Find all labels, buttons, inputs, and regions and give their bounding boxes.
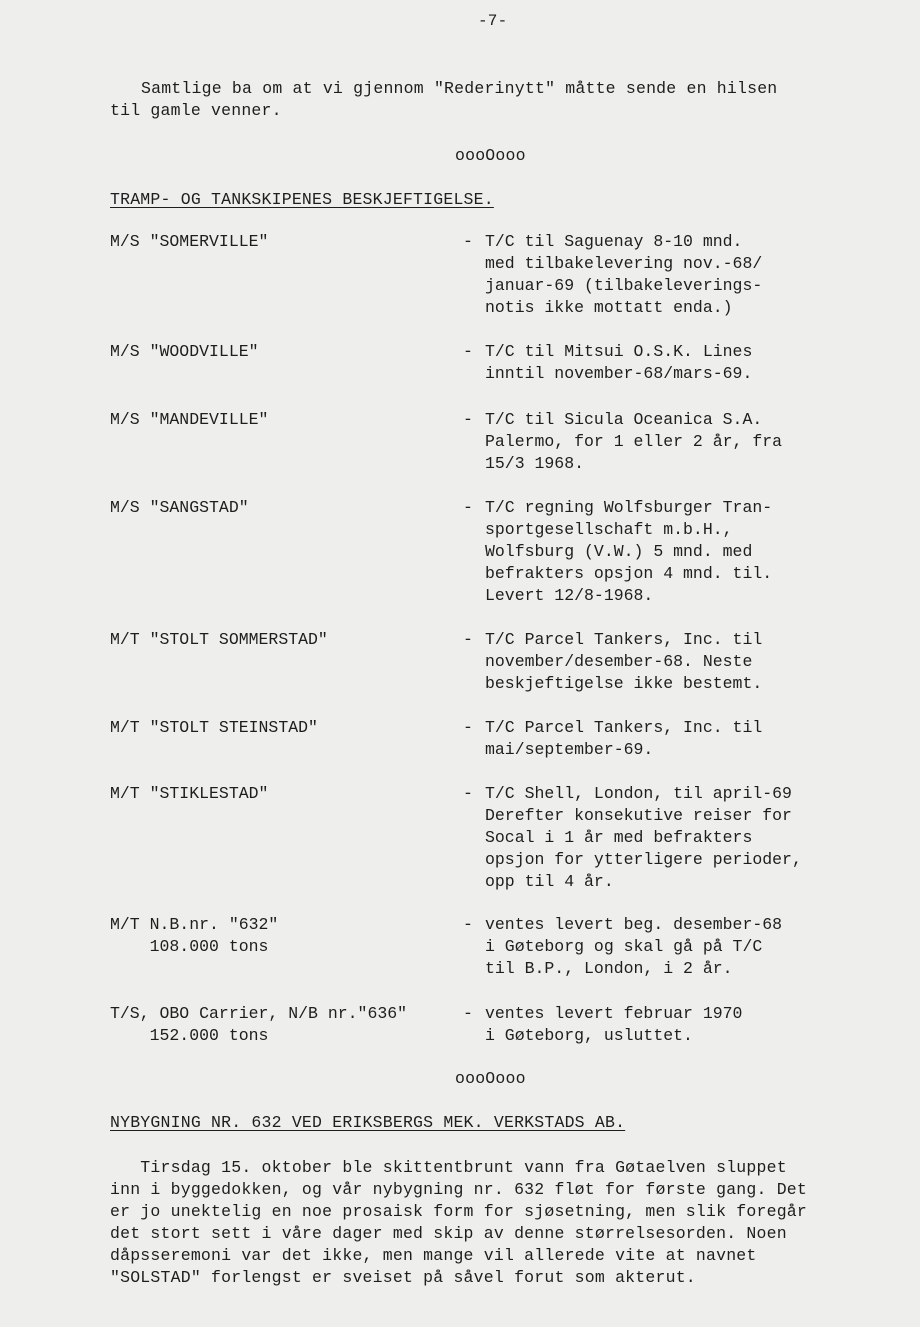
body-line: er jo unektelig en noe prosaisk form for sjøsetning, men slik foregår [110, 1202, 808, 1221]
ship-employment-line: i Gøteborg og skal gå på T/C [485, 937, 763, 956]
ship-name-line: M/S "SOMERVILLE" [110, 232, 269, 251]
ship-name [110, 717, 460, 739]
ship-employment-line: befrakters opsjon 4 mnd. til. [485, 564, 773, 583]
ship-employment-line: T/C til Mitsui O.S.K. Lines [485, 342, 753, 361]
ship-employment [485, 231, 905, 319]
ship-name-line: M/T N.B.nr. "632" [110, 915, 279, 934]
ship-name [110, 629, 460, 651]
ship-employment [485, 341, 905, 385]
ship-employment [485, 783, 905, 893]
ship-dash: - [463, 410, 473, 429]
ship-name [110, 341, 460, 363]
ship-name [110, 409, 460, 431]
ship-name [110, 914, 460, 958]
ship-employment-line: sportgesellschaft m.b.H., [485, 520, 733, 539]
separator-2: oooOooo [455, 1069, 526, 1088]
ship-employment-line: november/desember-68. Neste [485, 652, 753, 671]
ship-employment-line: til B.P., London, i 2 år. [485, 959, 733, 978]
intro-line-1: Samtlige ba om at vi gjennom "Rederinytt" måtte sende en hilsen [141, 79, 778, 98]
ship-dash: - [463, 498, 473, 517]
ship-employment [485, 914, 905, 980]
ship-employment-line: T/C Parcel Tankers, Inc. til [485, 630, 763, 649]
ship-employment-line: T/C til Saguenay 8-10 mnd. [485, 232, 743, 251]
ship-dash: - [463, 342, 473, 361]
ship-employment-line: beskjeftigelse ikke bestemt. [485, 674, 763, 693]
ship-name [110, 783, 460, 805]
ship-employment-line: Derefter konsekutive reiser for [485, 806, 792, 825]
ship-employment-line: opsjon for ytterligere perioder, [485, 850, 802, 869]
ship-employment-line: Palermo, for 1 eller 2 år, fra [485, 432, 783, 451]
ship-name-line: 152.000 tons [110, 1026, 269, 1045]
ship-name [110, 1003, 460, 1047]
ship-employment [485, 629, 905, 695]
ship-name-line: M/T "STOLT STEINSTAD" [110, 718, 318, 737]
body-line: det stort sett i våre dager med skip av denne størrelsesorden. Noen [110, 1224, 787, 1243]
ship-employment-line: Socal i 1 år med befrakters [485, 828, 753, 847]
page-number: -7- [478, 12, 508, 30]
section-title-tramp: TRAMP- OG TANKSKIPENES BESKJEFTIGELSE. [110, 190, 494, 209]
ship-dash: - [463, 630, 473, 649]
body-line: Tirsdag 15. oktober ble skittentbrunt vann fra Gøtaelven sluppet [110, 1158, 787, 1177]
ship-employment-line: inntil november-68/mars-69. [485, 364, 753, 383]
intro-line-2: til gamle venner. [110, 101, 282, 120]
ship-employment-line: mai/september-69. [485, 740, 654, 759]
separator-1: oooOooo [455, 146, 526, 165]
body-line: dåpsseremoni var det ikke, men mange vil allerede vite at navnet [110, 1246, 757, 1265]
ship-name-line: M/S "SANGSTAD" [110, 498, 249, 517]
ship-employment-line: i Gøteborg, usluttet. [485, 1026, 693, 1045]
ship-name-line: M/S "MANDEVILLE" [110, 410, 269, 429]
ship-dash: - [463, 718, 473, 737]
ship-employment-line: Wolfsburg (V.W.) 5 mnd. med [485, 542, 753, 561]
ship-name-line: M/S "WOODVILLE" [110, 342, 259, 361]
ship-name [110, 231, 460, 253]
ship-employment-line: T/C til Sicula Oceanica S.A. [485, 410, 763, 429]
ship-employment-line: ventes levert beg. desember-68 [485, 915, 783, 934]
ship-name-line: M/T "STOLT SOMMERSTAD" [110, 630, 328, 649]
ship-name-line: T/S, OBO Carrier, N/B nr."636" [110, 1004, 408, 1023]
section-title-newbuilding: NYBYGNING NR. 632 VED ERIKSBERGS MEK. VERKSTADS AB. [110, 1113, 626, 1132]
ship-dash: - [463, 915, 473, 934]
ship-employment [485, 409, 905, 475]
ship-employment-line: 15/3 1968. [485, 454, 585, 473]
ship-dash: - [463, 232, 473, 251]
ship-employment-line: Levert 12/8-1968. [485, 586, 654, 605]
body-line: inn i byggedokken, og vår nybygning nr. 632 fløt for første gang. Det [110, 1180, 808, 1199]
ship-employment-line: opp til 4 år. [485, 872, 614, 891]
ship-employment-line: T/C Parcel Tankers, Inc. til [485, 718, 763, 737]
ship-employment [485, 1003, 905, 1047]
ship-dash: - [463, 1004, 473, 1023]
ship-employment [485, 717, 905, 761]
ship-employment-line: ventes levert februar 1970 [485, 1004, 743, 1023]
body-line: "SOLSTAD" forlengst er sveiset på såvel forut som akterut. [110, 1268, 696, 1287]
ship-employment-line: notis ikke mottatt enda.) [485, 298, 733, 317]
ship-employment-line: T/C regning Wolfsburger Tran- [485, 498, 773, 517]
ship-dash: - [463, 784, 473, 803]
ship-name [110, 497, 460, 519]
ship-name-line: 108.000 tons [110, 937, 269, 956]
ship-employment-line: januar-69 (tilbakeleverings- [485, 276, 763, 295]
ship-employment-line: T/C Shell, London, til april-69 [485, 784, 792, 803]
ship-employment-line: med tilbakelevering nov.-68/ [485, 254, 763, 273]
ship-name-line: M/T "STIKLESTAD" [110, 784, 269, 803]
ship-employment [485, 497, 905, 607]
